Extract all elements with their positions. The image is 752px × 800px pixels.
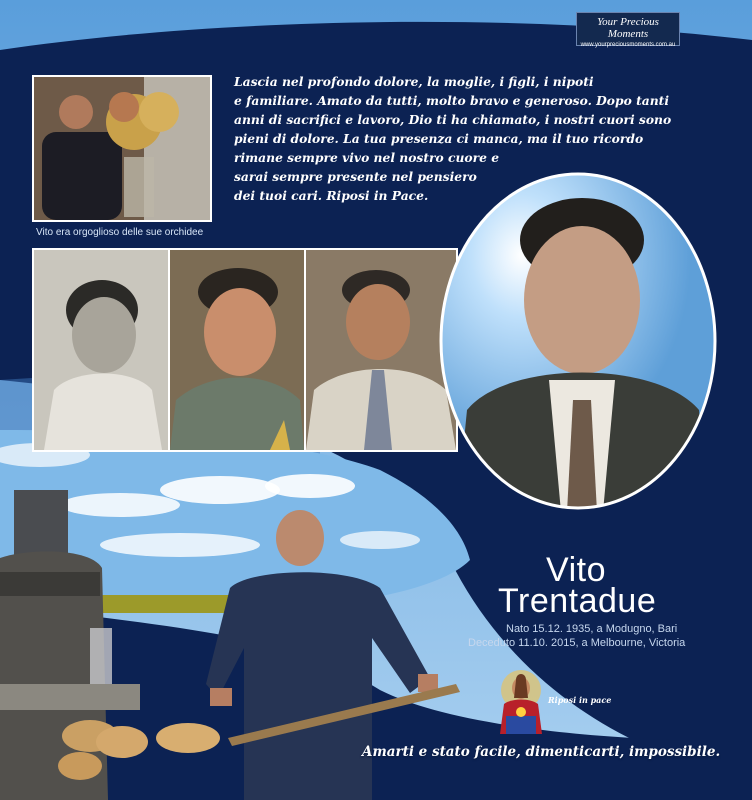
photo-caption: Vito era orgoglioso delle sue orchidee	[36, 227, 204, 238]
poem-line: rimane sempre vivo nel nostro cuore e	[234, 150, 500, 165]
brand-name: Your Precious Moments	[597, 16, 659, 40]
brand-logo	[576, 12, 680, 46]
last-name: Trentadue	[498, 582, 657, 620]
young-portrait-photo	[32, 248, 170, 452]
poem-line: anni di sacrifici e lavoro, Dio ti ha chiamato, i nostri cuori sono	[234, 112, 672, 127]
riposi-label: Riposi in pace	[548, 695, 612, 705]
older-portrait-photo	[304, 248, 458, 452]
poem-line: Lascia nel profondo dolore, la moglie, i figli, i nipoti	[234, 74, 594, 89]
poem-line: e familiare. Amato da tutti, molto bravo e generoso. Dopo tanti	[234, 93, 670, 108]
oval-portrait	[437, 170, 719, 512]
birth-info: Nato 15.12. 1935, a Modugno, Bari	[506, 623, 678, 635]
death-info: Deceduto 11.10. 2015, a Melbourne, Victoria	[468, 637, 686, 649]
poem-line: dei tuoi cari. Riposi in Pace.	[234, 188, 429, 203]
brand-url: www.yourpreciousmoments.com.au	[580, 42, 676, 48]
first-name: Vito	[546, 551, 606, 589]
poem-line: sarai sempre presente nel pensiero	[234, 169, 477, 184]
smiling-portrait-photo	[168, 248, 306, 452]
poem-line: pieni di dolore. La tua presenza ci manca, ma il tuo ricordo	[234, 131, 644, 146]
orchid-photo	[32, 75, 212, 222]
quote-text: Amarti e stato facile, dimenticarti, impossibile.	[362, 744, 721, 760]
sacred-heart-icon	[496, 668, 546, 734]
